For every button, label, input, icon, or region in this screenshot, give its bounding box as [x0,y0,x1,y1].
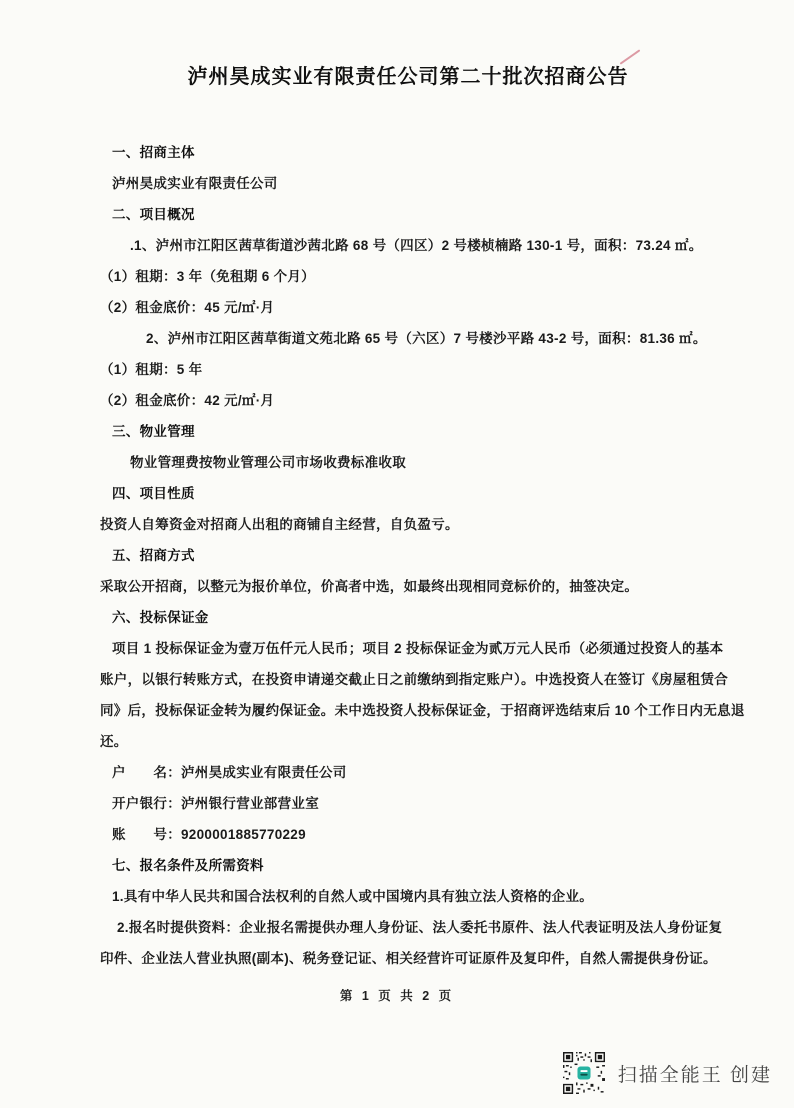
camscanner-watermark [563,1052,772,1094]
project-2-lease-term: （1）租期：5 年 [100,362,203,377]
section-3-heading: 三、物业管理 [112,424,195,439]
section-2-heading: 二、项目概况 [112,207,195,222]
page-footer: 第 1 页 共 2 页 [339,989,455,1003]
project-1-lease-term: （1）租期：3 年（免租期 6 个月） [100,269,315,284]
account-name: 户 名：泸州昊成实业有限责任公司 [112,765,347,780]
camscanner-qr-icon [563,1052,605,1094]
eligibility-item-1: 1.具有中华人民共和国合法权利的自然人或中国境内具有独立法人资格的企业。 [112,889,594,904]
section-7-heading: 七、报名条件及所需资料 [112,858,264,873]
section-4-heading: 四、项目性质 [112,486,195,501]
project-1-location: .1、泸州市江阳区茜草街道沙茜北路 68 号（四区）2 号楼桢楠路 130-1 号，面积：73.24 ㎡。 [130,238,703,253]
deposit-paragraph-line-4: 还。 [100,734,128,749]
camscanner-watermark-label: 扫描全能王 创建 [617,1064,772,1086]
bank-name: 开户银行：泸州银行营业部营业室 [112,796,319,811]
section-6-heading: 六、投标保证金 [112,610,209,625]
project-2-location: 2、泸州市江阳区茜草街道文苑北路 65 号（六区）7 号楼沙平路 43-2 号，面积：81.36 ㎡。 [146,331,707,346]
section-5-heading: 五、招商方式 [112,548,195,563]
section-1-heading: 一、招商主体 [112,145,195,160]
project-2-base-rent: （2）租金底价：42 元/㎡·月 [100,393,275,408]
deposit-paragraph-line-2: 账户，以银行转账方式，在投资申请递交截止日之前缴纳到指定账户）。中选投资人在签订《房屋租赁合 [100,672,729,687]
deposit-paragraph-line-3: 同》后，投标保证金转为履约保证金。未中选投资人投标保证金，于招商评选结束后 10 个工作日内无息退 [100,703,745,718]
account-number: 账 号：9200001885770229 [112,827,306,842]
company-name: 泸州昊成实业有限责任公司 [112,176,278,191]
deposit-paragraph-line-1: 项目 1 投标保证金为壹万伍仟元人民币；项目 2 投标保证金为贰万元人民币（必须通过投资人的基本 [112,641,724,656]
bidding-method-note: 采取公开招商，以整元为报价单位，价高者中选，如最终出现相同竞标价的，抽签决定。 [100,579,639,594]
property-fee-note: 物业管理费按物业管理公司市场收费标准收取 [130,455,406,470]
document-title: 泸州昊成实业有限责任公司第二十批次招商公告 [187,66,629,88]
project-nature-note: 投资人自筹资金对招商人出租的商铺自主经营，自负盈亏。 [100,517,459,532]
materials-item-line-2: 印件、企业法人营业执照(副本)、税务登记证、相关经营许可证原件及复印件，自然人需提供身份证。 [100,951,717,966]
project-1-base-rent: （2）租金底价：45 元/㎡·月 [100,300,275,315]
document-body [100,60,745,980]
materials-item-line-1: 2.报名时提供资料：企业报名需提供办理人身份证、法人委托书原件、法人代表证明及法人身份证复 [117,920,723,935]
